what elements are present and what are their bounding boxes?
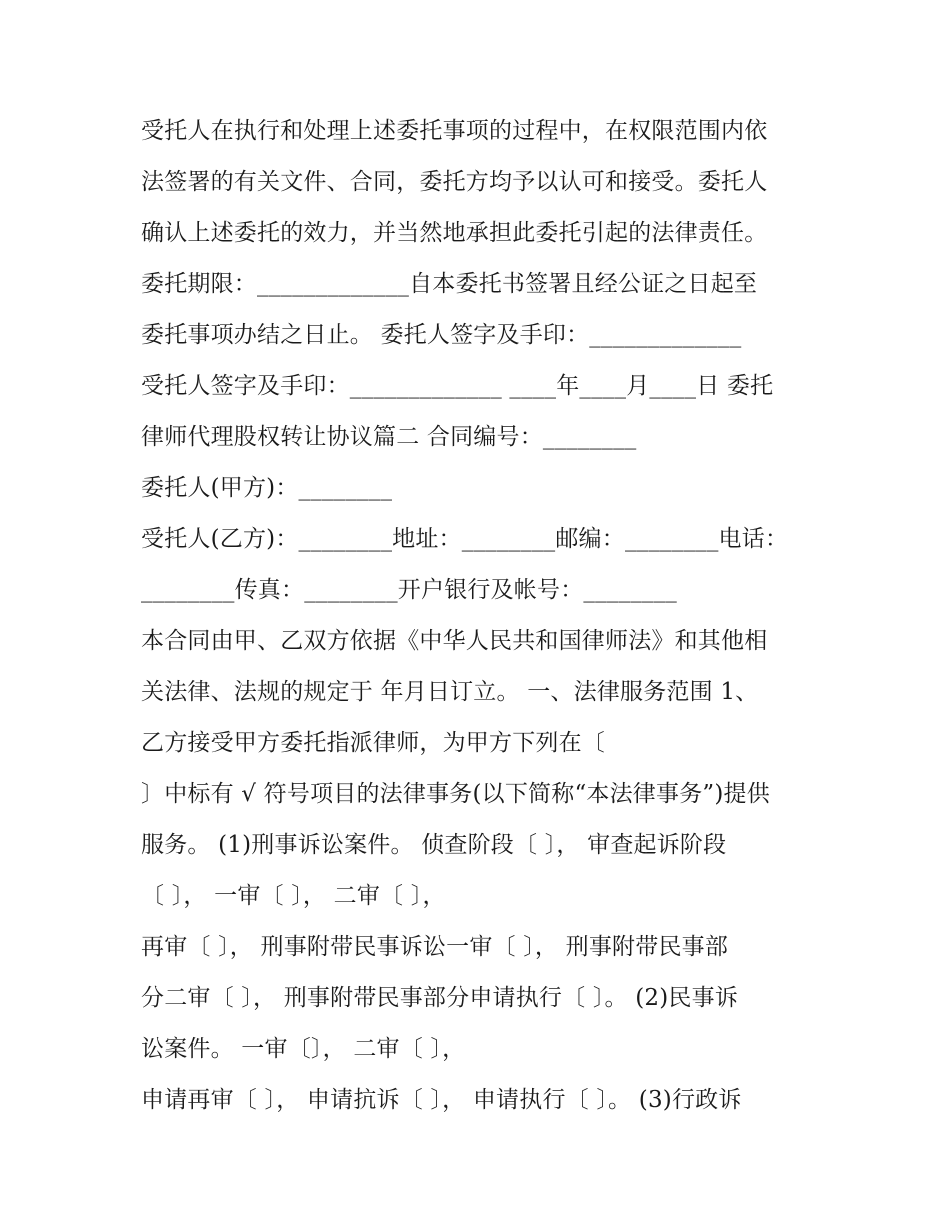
text-line: ________传真：________开户银行及帐号：________ bbox=[141, 577, 677, 603]
text-line: 申请再审〔 〕， 申请抗诉〔 〕， 申请执行〔 〕。 (3)行政诉 bbox=[141, 1087, 742, 1113]
text-line: 分二审〔 〕， 刑事附带民事部分申请执行〔 〕。 (2)民事诉 bbox=[141, 985, 739, 1011]
text-line: 受托人在执行和处理上述委托事项的过程中，在权限范围内依 bbox=[141, 118, 768, 144]
text-line: 确认上述委托的效力，并当然地承担此委托引起的法律责任。 bbox=[141, 220, 768, 246]
text-line: 委托人(甲方)：________ bbox=[141, 475, 393, 501]
document-body bbox=[141, 106, 821, 1126]
text-line: 受托人(乙方)：________地址：________邮编：________电话： bbox=[141, 526, 789, 552]
text-line: 关法律、法规的规定于 年月日订立。 一、法律服务范围 1、 bbox=[141, 679, 759, 705]
text-line: 讼案件。 一审〔〕， 二审〔 〕， bbox=[141, 1036, 466, 1062]
text-line: 受托人签字及手印：_____________ ____年____月____日 委托 bbox=[141, 373, 774, 399]
text-line: 委托事项办结之日止。 委托人签字及手印：_____________ bbox=[141, 322, 742, 348]
text-line: 〔 〕， 一审〔 〕， 二审〔 〕， bbox=[141, 883, 446, 909]
text-line: 乙方接受甲方委托指派律师，为甲方下列在〔 bbox=[141, 730, 605, 756]
text-line: 委托期限：_____________自本委托书签署且经公证之日起至 bbox=[141, 271, 758, 297]
text-line: 再审〔 〕， 刑事附带民事诉讼一审〔 〕， 刑事附带民事部 bbox=[141, 934, 729, 960]
text-line: 本合同由甲、乙双方依据《中华人民共和国律师法》和其他相 bbox=[141, 628, 768, 654]
text-line: 〕中标有 √ 符号项目的法律事务(以下简称“本法律事务”)提供 bbox=[141, 781, 770, 807]
text-line: 律师代理股权转让协议篇二 合同编号：________ bbox=[141, 424, 637, 450]
text-line: 法签署的有关文件、合同，委托方均予以认可和接受。委托人 bbox=[141, 169, 768, 195]
text-line: 服务。 (1)刑事诉讼案件。 侦查阶段〔 〕， 审查起诉阶段 bbox=[141, 832, 727, 858]
